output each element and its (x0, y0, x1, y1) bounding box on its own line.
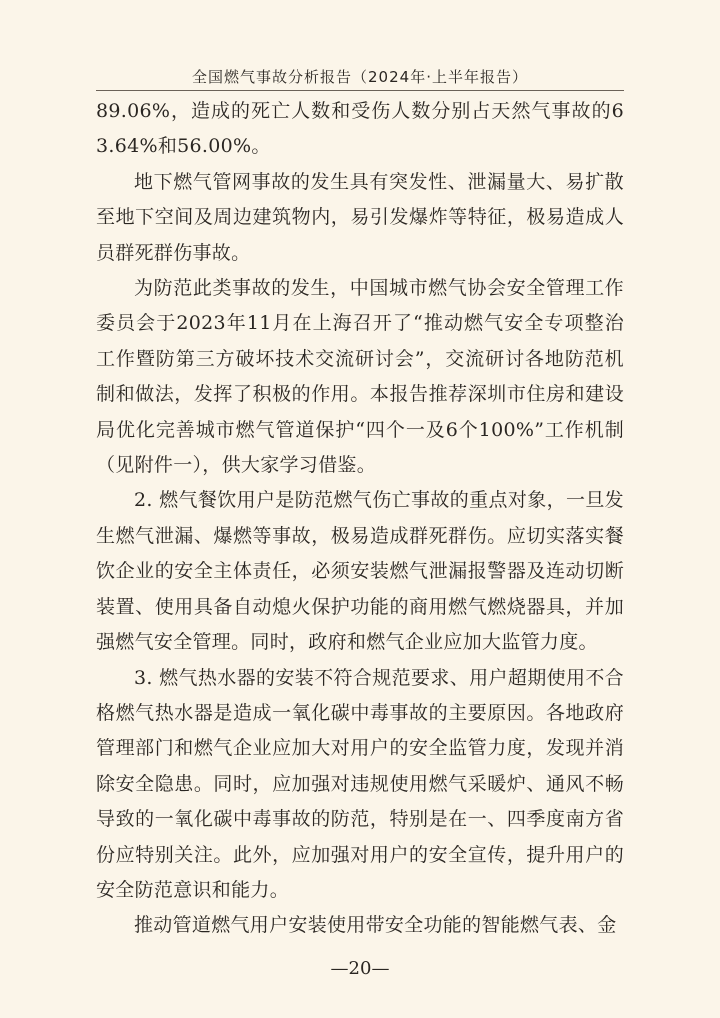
running-header: 全国燃气事故分析报告（2024年·上半年报告） (192, 68, 528, 86)
page-number: —20— (330, 958, 390, 979)
header-divider (96, 90, 624, 91)
paragraph-item-3-water-heaters: 3. 燃气热水器的安装不符合规范要求、用户超期使用不合格燃气热水器是造成一氧化碳中毒事故的主要原因。各地政府管理部门和燃气企业应加大对用户的安全监管力度，发现并消除安全隐患。同时，应加强对违规使用燃气采暖炉、通风不畅导致的一氧化碳中毒事故的防范，特别是在一、四季度南方省份应特别关注。此外，应加强对用户的安全宣传，提升用户的安全防范意识和能力。 (96, 666, 624, 901)
paragraph-continuation: 89.06%，造成的死亡人数和受伤人数分别占天然气事故的63.64%和56.00%。 (96, 100, 624, 158)
paragraph-item-2-catering-users: 2. 燃气餐饮用户是防范燃气伤亡事故的重点对象，一旦发生燃气泄漏、爆燃等事故，极易造成群死群伤。应切实落实餐饮企业的安全主体责任，必须安装燃气泄漏报警器及连动切断装置、使用具备自动熄火保护功能的商用燃气燃烧器具，并加强燃气安全管理。同时，政府和燃气企业应加大监管力度。 (96, 489, 624, 654)
paragraph-prevention-seminar: 为防范此类事故的发生，中国城市燃气协会安全管理工作委员会于2023年11月在上海召开了“推动燃气安全专项整治工作暨防第三方破坏技术交流研讨会”，交流研讨各地防范机制和做法，发挥了积极的作用。本报告推荐深圳市住房和建设局优化完善城市燃气管道保护“四个一及6个100%”工作机制（见附件一），供大家学习借鉴。 (96, 277, 624, 477)
paragraph-smart-meters: 推动管道燃气用户安装使用带安全功能的智能燃气表、金 (134, 914, 617, 937)
body-text (96, 94, 624, 944)
paragraph-underground-pipeline: 地下燃气管网事故的发生具有突发性、泄漏量大、易扩散至地下空间及周边建筑物内，易引发爆炸等特征，极易造成人员群死群伤事故。 (96, 170, 624, 264)
